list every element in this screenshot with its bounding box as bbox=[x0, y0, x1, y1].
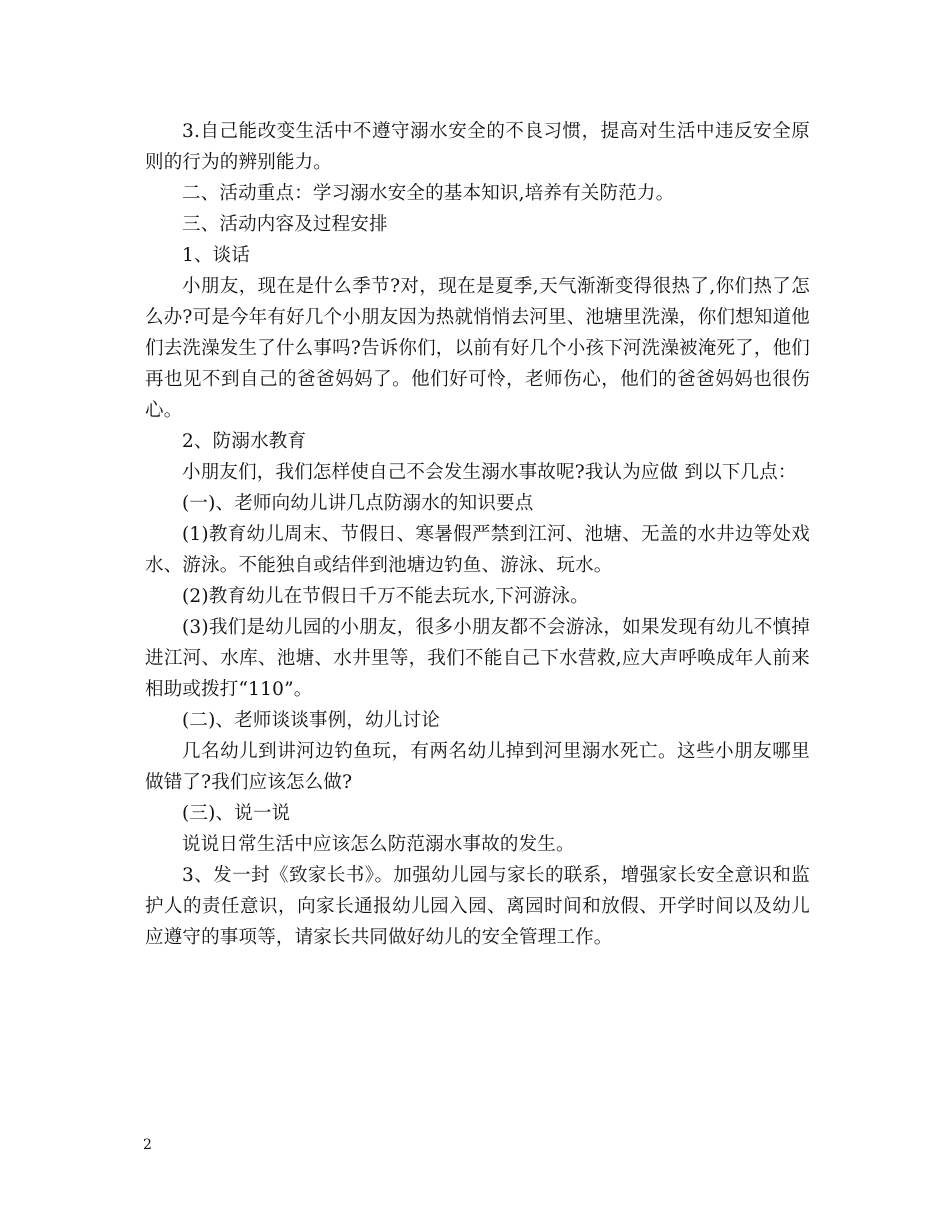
page-number: 2 bbox=[143, 1137, 152, 1153]
paragraph-parent-letter: 3、发一封《致家长书》。加强幼儿园与家长的联系，增强家长安全意识和监护人的责任意识，向家长通报幼儿园入园、离园时间和放假、开学时间以及幼儿应遵守的事项等，请家长共同做好幼儿的安全管理工作。 bbox=[145, 865, 810, 948]
paragraph-conversation: 小朋友，现在是什么季节?对，现在是夏季,天气渐渐变得很热了,你们热了怎么办?可是今年有好几个小朋友因为热就悄悄去河里、池塘里洗澡，你们想知道他们去洗澡发生了什么事吗?告诉你们，以前有好几个小孩下河洗澡被淹死了，他们再也见不到自己的爸爸妈妈了。他们好可怜，老师伤心，他们的爸爸妈妈也很伤心。 bbox=[145, 276, 810, 421]
heading-activity-content: 三、活动内容及过程安排 bbox=[182, 214, 388, 235]
paragraph-objective-3: 3.自己能改变生活中不遵守溺水安全的不良习惯，提高对生活中违反安全原则的行为的辨别能力。 bbox=[145, 121, 810, 173]
paragraph-point-3: (3)我们是幼儿园的小朋友，很多小朋友都不会游泳，如果发现有幼儿不慎掉进江河、水库、池塘、水井里等，我们不能自己下水营救,应大声呼唤成年人前来相助或拨打“110”。 bbox=[145, 617, 810, 700]
paragraph-talk: 说说日常生活中应该怎么防范溺水事故的发生。 bbox=[182, 834, 575, 855]
heading-knowledge-points: (一)、老师向幼儿讲几点防溺水的知识要点 bbox=[182, 493, 534, 514]
paragraph-point-2: (2)教育幼儿在节假日千万不能去玩水,下河游泳。 bbox=[182, 586, 589, 607]
paragraph-education-intro: 小朋友们，我们怎样使自己不会发生溺水事故呢?我认为应做 到以下几点： bbox=[182, 462, 797, 483]
heading-talk: (三)、说一说 bbox=[182, 803, 291, 824]
paragraph-case: 几名幼儿到讲河边钓鱼玩，有两名幼儿掉到河里溺水死亡。这些小朋友哪里做错了?我们应该怎么做? bbox=[145, 741, 810, 793]
paragraph-point-1: (1)教育幼儿周末、节假日、寒暑假严禁到江河、池塘、无盖的水井边等处戏水、游泳。不能独自或结伴到池塘边钓鱼、游泳、玩水。 bbox=[145, 524, 810, 576]
heading-conversation: 1、谈话 bbox=[182, 245, 251, 266]
document-body bbox=[145, 116, 810, 953]
heading-drowning-education: 2、防溺水教育 bbox=[182, 431, 307, 452]
paragraph-activity-focus: 二、活动重点：学习溺水安全的基本知识,培养有关防范力。 bbox=[182, 183, 675, 204]
heading-case-discussion: (二)、老师谈谈事例，幼儿讨论 bbox=[182, 710, 440, 731]
